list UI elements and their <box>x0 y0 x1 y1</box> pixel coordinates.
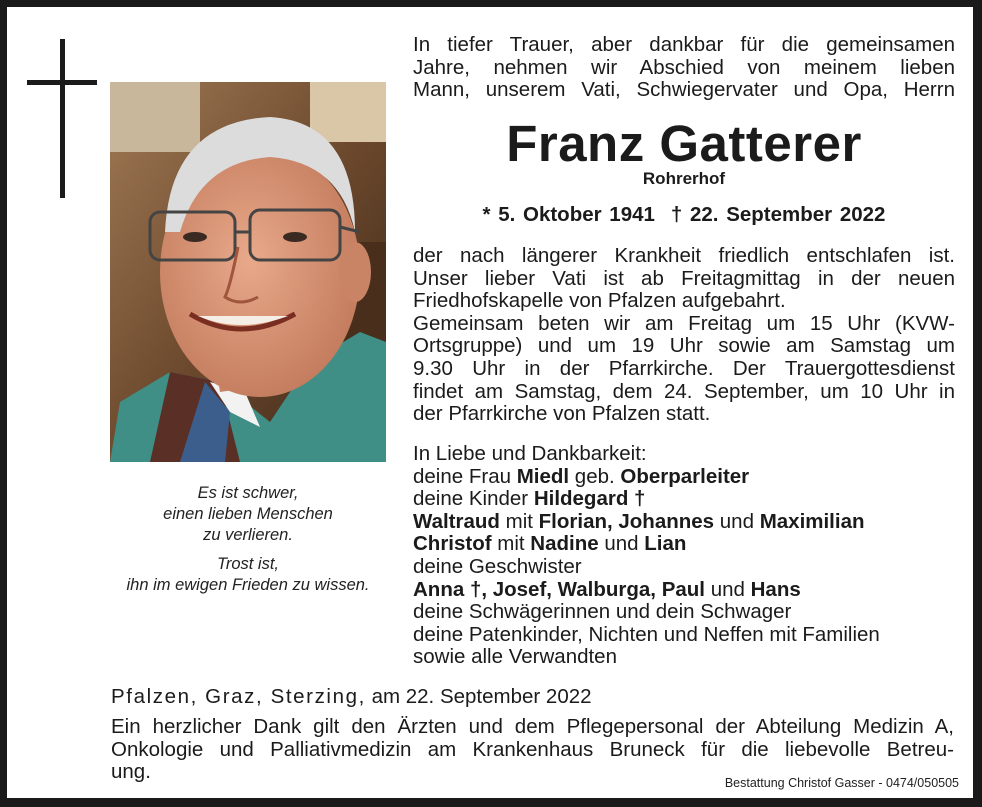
thanks-text <box>111 716 954 784</box>
mourners-line: deine Patenkinder, Nichten und Neffen mit Familien <box>413 622 880 646</box>
mourners-line: deine Kinder Hildegard † <box>413 487 646 511</box>
body-line: findet am Samstag, dem 24. September, um 10 Uhr in <box>413 379 955 403</box>
mourners-line: Waltraud mit Florian, Johannes und Maximilian <box>413 509 865 533</box>
body-line: Gemeinsam beten wir am Freitag um 15 Uhr (KVW- <box>413 311 955 335</box>
thanks-line: Onkologie und Palliativmedizin am Krankenhaus Bruneck für die liebevolle Betreu- <box>111 737 954 761</box>
intro-line: In tiefer Trauer, aber dankbar für die gemeinsamen <box>413 33 955 56</box>
birth-date: * 5. Oktober 1941 <box>482 203 655 226</box>
thanks-line: Ein herzlicher Dank gilt den Ärzten und dem Pflegepersonal der Abteilung Medizin A, <box>111 715 954 738</box>
obituary-card <box>7 7 973 798</box>
mourners-line: Christof mit Nadine und Lian <box>413 532 687 556</box>
life-dates <box>413 203 955 227</box>
death-date: † 22. September 2022 <box>670 203 886 226</box>
farm-name: Rohrerhof <box>642 169 726 188</box>
body-line: Ortsgruppe) und um 19 Uhr sowie am Samstag um <box>413 334 955 358</box>
mourners-line: In Liebe und Dankbarkeit: <box>413 442 647 465</box>
body-line: Unser lieber Vati ist ab Freitagmittag in der neuen <box>413 266 955 290</box>
body-line: der Pfarrkirche von Pfalzen statt. <box>413 402 711 426</box>
deceased-name: Franz Gatterer <box>506 115 862 172</box>
body-line: 9.30 Uhr in der Pfarrkirche. Der Trauergottesdienst <box>413 356 955 380</box>
motto-quote-2 <box>103 554 393 596</box>
portrait-photo <box>110 82 386 462</box>
thanks-line: ung. <box>111 760 151 784</box>
mourners-line: Anna †, Josef, Walburga, Paul und Hans <box>413 577 801 601</box>
announcement-text <box>413 245 955 426</box>
motto-line: Es ist schwer, <box>197 484 299 502</box>
mourners-line: sowie alle Verwandten <box>413 645 617 669</box>
intro-line: Mann, unserem Vati, Schwiegervater und Opa, Herrn <box>413 78 955 102</box>
cross-icon-bar <box>27 80 97 85</box>
body-line: Friedhofskapelle von Pfalzen aufgebahrt. <box>413 289 786 313</box>
mourners-line: deine Frau Miedl geb. Oberparleiter <box>413 464 750 488</box>
mourners-line: deine Geschwister <box>413 554 582 578</box>
intro-line: Jahre, nehmen wir Abschied von meinem lieben <box>413 55 955 79</box>
motto-line: zu verlieren. <box>203 526 293 544</box>
motto-line: einen lieben Menschen <box>163 505 333 523</box>
undertaker-credit: Bestattung Christof Gasser - 0474/050505 <box>724 776 959 790</box>
motto-line: ihn im ewigen Frieden zu wissen. <box>126 576 370 594</box>
motto-line: Trost ist, <box>216 555 280 573</box>
intro-text <box>413 34 955 102</box>
mourners-line: deine Schwägerinnen und dein Schwager <box>413 600 792 624</box>
body-line: der nach längerer Krankheit friedlich entschlafen ist. <box>413 244 955 267</box>
place-cities: Pfalzen, Graz, Sterzing, <box>111 685 366 708</box>
place-date: am 22. September 2022 <box>365 685 592 708</box>
motto-quote-1 <box>103 483 393 546</box>
mourners-list <box>413 443 955 669</box>
place-and-date <box>111 685 592 709</box>
cross-icon <box>60 39 65 198</box>
